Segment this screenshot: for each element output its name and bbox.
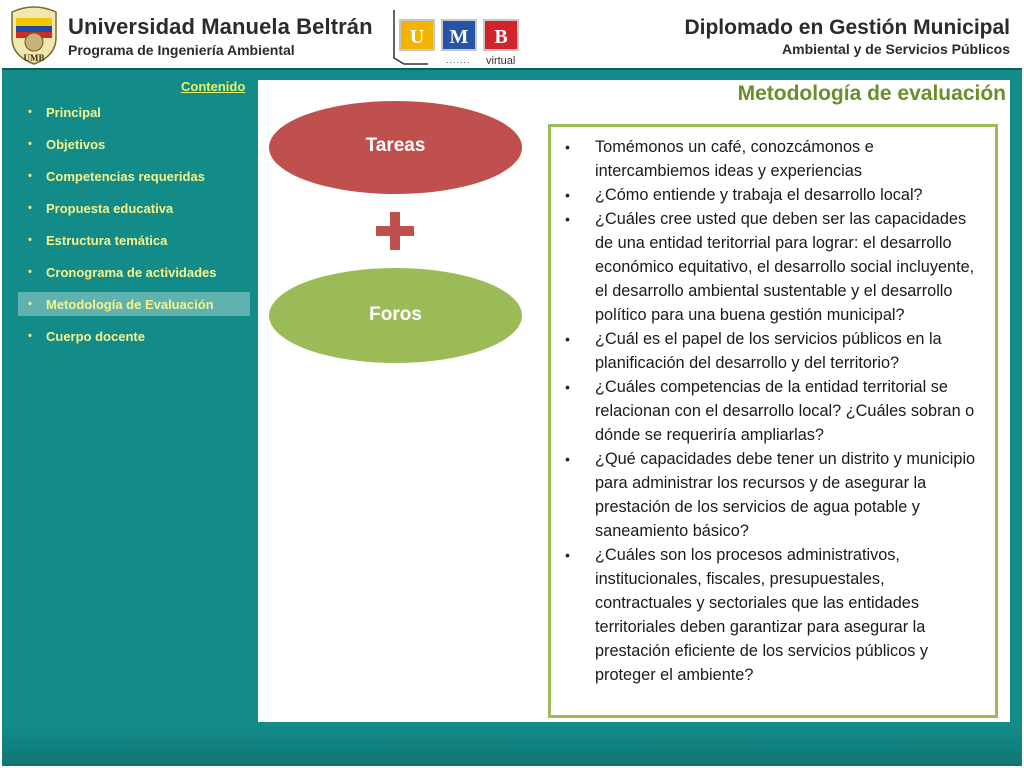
- sidebar-item-objetivos[interactable]: [18, 132, 250, 156]
- sidebar-item-metodologia[interactable]: [18, 292, 250, 316]
- foros-shape: [269, 268, 522, 363]
- list-item: [563, 543, 985, 687]
- question-text: ¿Qué capacidades debe tener un distrito y municipio para administrar los recursos y de asegurar la prestación de los servicios de agua potable y saneamiento básico?: [595, 450, 976, 540]
- bullet-icon: •: [28, 138, 32, 150]
- university-crest-icon: [6, 4, 62, 66]
- sidebar-item-label: Cuerpo docente: [46, 328, 145, 344]
- diploma-subtitle: Ambiental y de Servicios Públicos: [782, 41, 1010, 57]
- sidebar-nav: [18, 100, 250, 356]
- crest-text: UMB: [23, 53, 45, 63]
- university-name: Universidad Manuela Beltrán: [68, 14, 373, 39]
- sidebar-item-label: Estructura temática: [46, 232, 168, 248]
- sidebar-item-competencias[interactable]: [18, 164, 250, 188]
- slide-header: [0, 0, 1024, 70]
- bullet-icon: •: [28, 330, 32, 342]
- bullet-icon: •: [565, 211, 570, 227]
- sidebar-item-label: Metodología de Evaluación: [46, 296, 214, 312]
- tareas-label: Tareas: [365, 135, 426, 156]
- bullet-icon: •: [28, 298, 32, 310]
- logo-letter-b: B: [494, 26, 508, 48]
- sidebar-item-cronograma[interactable]: [18, 260, 250, 284]
- sidebar-item-label: Competencias requeridas: [46, 168, 205, 184]
- sidebar-item-principal[interactable]: [18, 100, 250, 124]
- bullet-icon: •: [565, 379, 570, 395]
- list-item: [563, 183, 985, 207]
- bullet-icon: •: [28, 170, 32, 182]
- question-text: ¿Cuál es el papel de los servicios públicos en la planificación del desarrollo y del territorio?: [595, 330, 942, 372]
- sidebar-item-label: Propuesta educativa: [46, 200, 174, 216]
- question-text: Tomémonos un café, conozcámonos e intercambiemos ideas y experiencias: [595, 138, 874, 180]
- umb-virtual-logo: [388, 8, 528, 68]
- sidebar-item-label: Cronograma de actividades: [46, 264, 217, 280]
- bullet-icon: •: [565, 451, 570, 467]
- program-name: Programa de Ingeniería Ambiental: [68, 42, 295, 58]
- foros-label: Foros: [369, 304, 422, 325]
- diploma-title: Diplomado en Gestión Municipal: [684, 16, 1010, 39]
- question-text: ¿Cómo entiende y trabaja el desarrollo local?: [595, 186, 923, 204]
- list-item: [563, 327, 985, 375]
- question-text: ¿Cuáles son los procesos administrativos, institucionales, fiscales, presupuestales, contractuales y sectoriales que las entidades territoriales deben garantizar para asegurar la prestación eficiente de los servicios públicos y proteger el ambiente?: [595, 546, 929, 684]
- plus-icon: [374, 210, 416, 252]
- svg-text:.......: .......: [446, 55, 471, 65]
- list-item: [563, 375, 985, 447]
- page-title: Metodología de evaluación: [737, 82, 1006, 105]
- bullet-icon: •: [28, 106, 32, 118]
- sidebar-item-propuesta[interactable]: [18, 196, 250, 220]
- questions-box: [548, 124, 998, 718]
- tareas-shape: [269, 101, 522, 194]
- bullet-icon: •: [565, 547, 570, 563]
- list-item: [563, 447, 985, 543]
- questions-list: [551, 127, 995, 687]
- logo-letter-m: M: [449, 26, 469, 48]
- sidebar-item-label: Objetivos: [46, 136, 106, 152]
- logo-letter-u: U: [409, 26, 425, 48]
- sidebar-item-label: Principal: [46, 104, 101, 120]
- question-text: ¿Cuáles cree usted que deben ser las capacidades de una entidad teritorrial para lograr: el desarrollo económico equitativo, el desarrollo social incluyente, el desarrollo ambiental sustentable y el desarrollo político para una buena gestión municipal?: [595, 210, 975, 324]
- bullet-icon: •: [28, 266, 32, 278]
- bullet-icon: •: [565, 331, 570, 347]
- logo-sub: virtual: [486, 55, 516, 67]
- list-item: [563, 207, 985, 327]
- bullet-icon: •: [28, 234, 32, 246]
- sidebar-item-estructura[interactable]: [18, 228, 250, 252]
- question-text: ¿Cuáles competencias de la entidad territorial se relacionan con el desarrollo local? ¿Cuáles sobran o dónde se requeriría ampliarlas?: [595, 378, 975, 444]
- contenido-link[interactable]: Contenido: [181, 79, 246, 94]
- sidebar-item-cuerpo-docente[interactable]: [18, 324, 250, 348]
- bullet-icon: •: [28, 202, 32, 214]
- bullet-icon: •: [565, 187, 570, 203]
- list-item: [563, 135, 985, 183]
- bullet-icon: •: [565, 139, 570, 155]
